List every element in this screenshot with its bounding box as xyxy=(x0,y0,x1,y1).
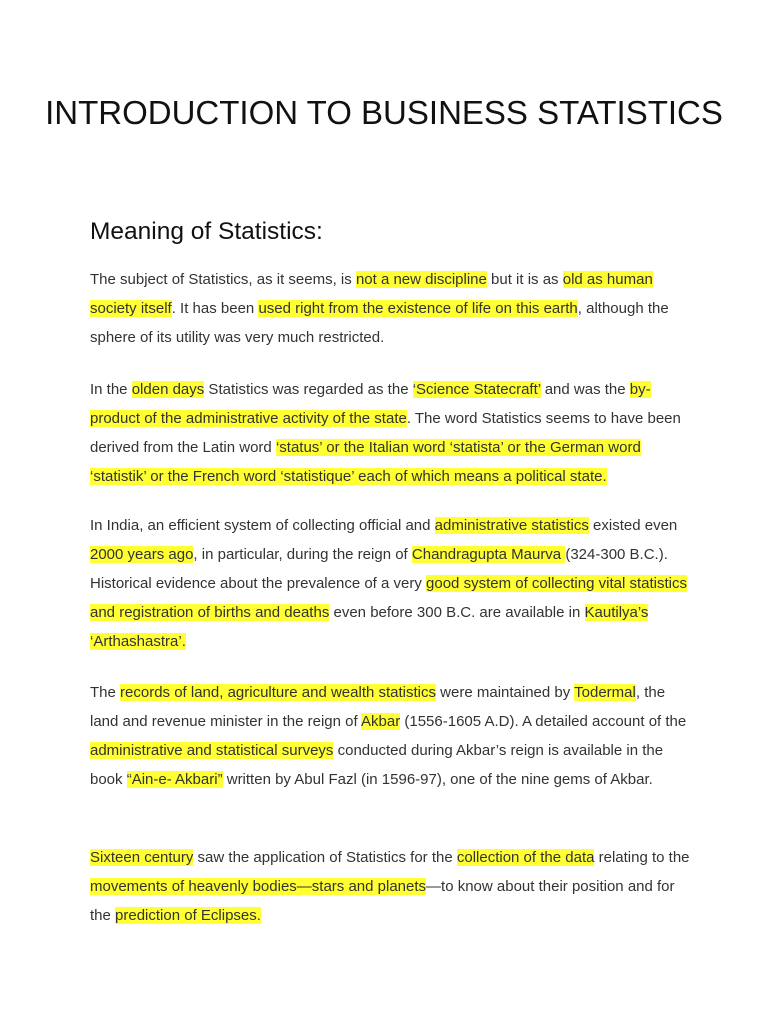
highlighted-text: 2000 years ago xyxy=(90,546,194,563)
highlighted-text: ‘Science Statecraft’ xyxy=(412,381,541,398)
paragraph-text: . It has been xyxy=(171,300,259,317)
page-title: INTRODUCTION TO BUSINESS STATISTICS xyxy=(45,94,723,131)
paragraph-text: , in particular, during the reign of xyxy=(193,546,412,563)
highlighted-text: Todermal xyxy=(574,684,636,701)
paragraph-text: conducted during Akbar’s reign is available in the book xyxy=(90,742,664,788)
paragraph xyxy=(90,265,690,352)
paragraph-text: The subject of Statistics, as it seems, is xyxy=(90,271,356,288)
paragraph-text: (324-300 B.C.). Historical evidence about the prevalence of a very xyxy=(90,546,668,592)
paragraph-text: In the xyxy=(90,381,132,398)
highlighted-text: Sixteen century xyxy=(90,849,194,866)
highlighted-text: ‘status’ or the Italian word ‘statista’ or the German word ‘statistik’ or the French word ‘statistique’ each of which means a political state. xyxy=(90,439,641,485)
paragraph-text: —to know about their position and for the xyxy=(90,878,675,924)
paragraph-text: were maintained by xyxy=(436,684,575,701)
highlighted-text: records of land, agriculture and wealth statistics xyxy=(120,684,437,701)
highlighted-text: by-product of the administrative activity of the state xyxy=(90,381,651,427)
highlighted-text: olden days xyxy=(131,381,205,398)
highlighted-text: Akbar xyxy=(361,713,401,730)
paragraph-text: written by Abul Fazl (in 1596-97), one of the nine gems of Akbar. xyxy=(222,771,653,788)
paragraph-text: The xyxy=(90,684,121,701)
paragraph-text: even before 300 B.C. are available in xyxy=(329,604,585,621)
highlighted-text: used right from the existence of life on this earth xyxy=(258,300,578,317)
paragraph-text: . The word Statistics seems to have been derived from the Latin word xyxy=(90,410,681,456)
highlighted-text: Kautilya’s ‘Arthashastra’. xyxy=(90,604,649,650)
highlighted-text: collection of the data xyxy=(456,849,595,866)
paragraph-text: and was the xyxy=(540,381,630,398)
highlighted-text: movements of heavenly bodies—stars and planets xyxy=(90,878,427,895)
paragraph-text: existed even xyxy=(588,517,678,534)
paragraph-text: but it is as xyxy=(486,271,563,288)
paragraph-text: In India, an efficient system of collecting official and xyxy=(90,517,435,534)
paragraph-text: relating to the xyxy=(594,849,690,866)
paragraph xyxy=(90,843,690,930)
highlighted-text: “Ain-e- Akbari” xyxy=(126,771,223,788)
section-heading: Meaning of Statistics: xyxy=(90,218,323,245)
highlighted-text: administrative statistics xyxy=(434,517,589,534)
highlighted-text: not a new discipline xyxy=(355,271,487,288)
paragraph xyxy=(90,678,690,794)
highlighted-text: Chandragupta Maurva xyxy=(411,546,566,563)
paragraph-text: Statistics was regarded as the xyxy=(204,381,413,398)
highlighted-text: prediction of Eclipses. xyxy=(115,907,261,924)
highlighted-text: administrative and statistical surveys xyxy=(90,742,334,759)
highlighted-text: old as human society itself xyxy=(90,271,653,317)
paragraph-text: (1556-1605 A.D). A detailed account of the xyxy=(400,713,687,730)
paragraph xyxy=(90,375,690,491)
highlighted-text: good system of collecting vital statistics and registration of births and deaths xyxy=(90,575,687,621)
paragraph-text: , the land and revenue minister in the reign of xyxy=(90,684,666,730)
paragraph-text: , although the sphere of its utility was very much restricted. xyxy=(90,300,669,346)
paragraph xyxy=(90,511,690,656)
paragraph-text: saw the application of Statistics for the xyxy=(193,849,457,866)
